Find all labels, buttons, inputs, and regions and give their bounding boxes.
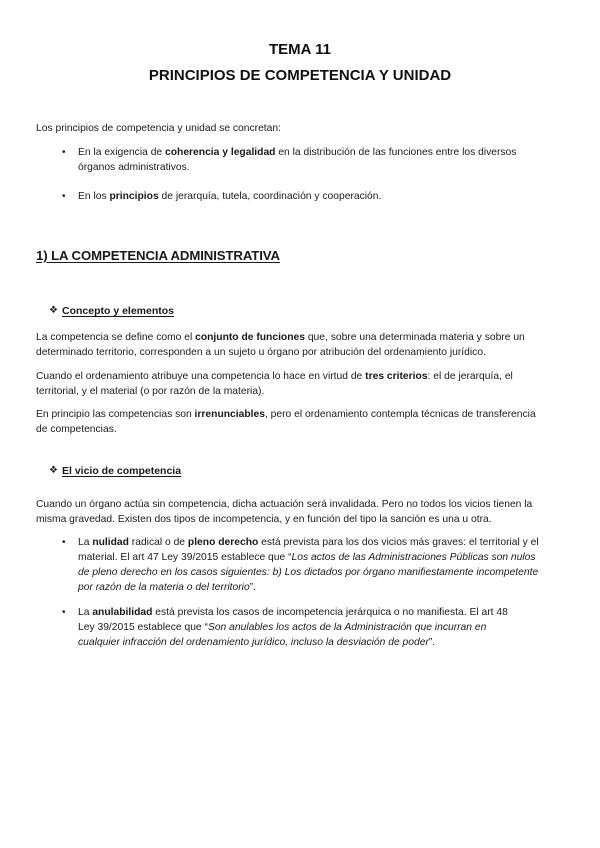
bullet-icon: • (62, 537, 66, 548)
bullet-icon: • (62, 607, 66, 618)
paragraph-concepto-3: En principio las competencias son irrenunciables, pero el ordenamiento contempla técnicas de transferencia de competencias. (36, 409, 536, 435)
subsection-heading-concepto: Concepto y elementos (62, 305, 175, 317)
paragraph-vicio-1: Cuando un órgano actúa sin competencia, dicha actuación será invalidada. Pero no todos los vicios tienen la misma gravedad. Existen dos tipos de incompetencia, y en función del tipo la sanción es una u otra. (36, 499, 533, 525)
intro-text: Los principios de competencia y unidad se concretan: (36, 123, 281, 134)
intro-bullet-1: En la exigencia de coherencia y legalidad en la distribución de las funciones entre los diversos órganos administrativos. (78, 147, 517, 173)
intro-bullet-2: En los principios de jerarquía, tutela, coordinación y cooperación. (78, 191, 382, 202)
bullet-icon: • (62, 147, 66, 158)
diamond-bullet-icon (49, 469, 57, 477)
diamond-bullet-icon (49, 309, 57, 317)
bullet-icon: • (62, 191, 66, 202)
paragraph-concepto-2: Cuando el ordenamiento atribuye una competencia lo hace en virtud de tres criterios: el de jerarquía, el territorial, y el material (o por razón de la materia). (36, 371, 513, 397)
document-title: TEMA 11 (269, 41, 331, 58)
subsection-heading-vicio: El vicio de competencia (62, 465, 182, 477)
bullet-nulidad: La nulidad radical o de pleno derecho está prevista para los dos vicios más graves: el territorial y el material. El art 47 Ley 39/2015 establece que “Los actos de las Administraciones Públicas son nulos de pleno derecho en los casos siguientes: b) Los dictados por órgano manifiestamente incompetente por razón de la materia o del territorio”. (78, 537, 539, 593)
paragraph-concepto-1: La competencia se define como el conjunto de funciones que, sobre una determinada materia y sobre un determinado territorio, corresponden a un sujeto u órgano por atribución del ordenamiento jurídico. (36, 332, 525, 358)
section-heading: 1) LA COMPETENCIA ADMINISTRATIVA (36, 248, 280, 263)
document-subtitle: PRINCIPIOS DE COMPETENCIA Y UNIDAD (148, 67, 452, 84)
bullet-anulabilidad: La anulabilidad está prevista los casos de incompetencia jerárquica o no manifiesta. El art 48 Ley 39/2015 establece que “Son anulables los actos de la Administración que incurran en cualquier infracción del ordenamiento jurídico, incluso la desviación de poder”. (78, 607, 508, 648)
